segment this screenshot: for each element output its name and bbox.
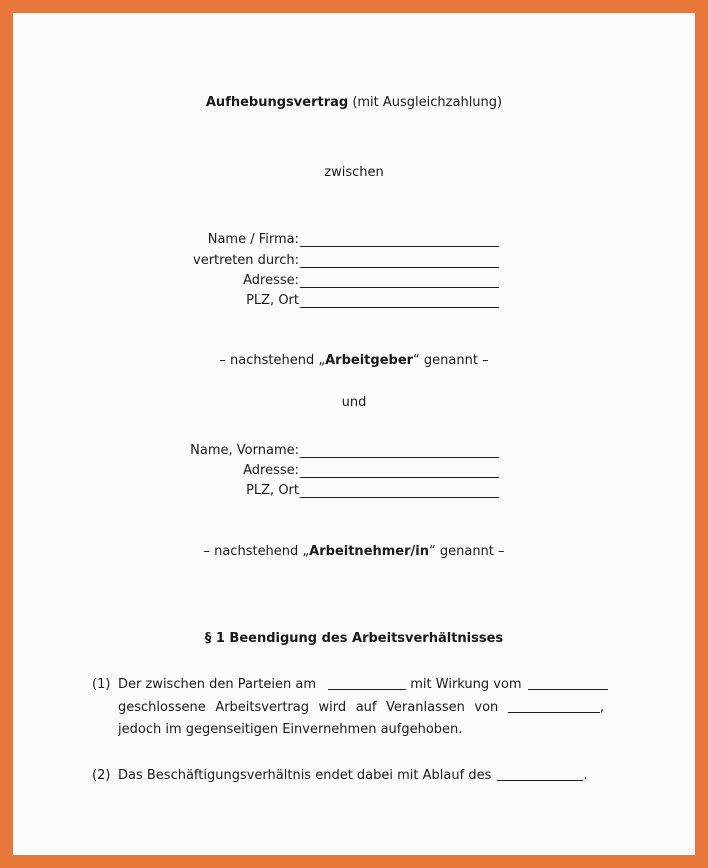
designation-pre: – nachstehend „ [203,544,310,559]
word: Veranlassen [386,700,465,715]
field-blank-line[interactable] [300,457,499,458]
paragraph-1-line-3: jedoch im gegenseitigen Einvernehmen aufgehoben. [118,722,463,737]
section-heading: § 1 Beendigung des Arbeitsverhältnisses [204,631,504,646]
field-label: Name / Firma: [207,232,299,247]
designation-bold: Arbeitgeber [325,353,414,368]
p2-text: Das Beschäftigungsverhältnis endet dabei mit Ablauf des [118,768,492,783]
p1-text-a: Der zwischen den Parteien am [118,677,316,692]
document-page [13,13,695,855]
field-label: Adresse: [243,463,299,478]
period: . [583,768,588,783]
employee-address-field[interactable] [13,463,695,481]
date-blank[interactable] [328,688,406,690]
word: wird [318,700,347,715]
field-blank-line[interactable] [300,246,499,247]
field-label: Adresse: [243,273,299,288]
field-blank-line[interactable] [300,477,499,478]
field-blank-line[interactable] [300,307,499,308]
employer-zip-city-field[interactable] [13,293,695,311]
paragraph-number: (1) [92,677,111,692]
document-title [13,95,695,110]
comma: , [599,700,604,715]
field-label: vertreten durch: [193,253,299,268]
employer-name-field[interactable] [13,232,695,250]
employee-designation [13,544,695,559]
title-bold: Aufhebungsvertrag [205,95,349,110]
paragraph-1-line-2 [118,700,604,715]
field-blank-line[interactable] [300,267,499,268]
title-rest: (mit Ausgleichzahlung) [348,95,503,110]
employer-address-field[interactable] [13,273,695,291]
word: auf [355,700,377,715]
designation-bold: Arbeitnehmer/in [309,544,429,559]
zwischen-text: zwischen [324,165,384,180]
date-blank[interactable] [528,688,608,690]
p1-text-b: mit Wirkung vom [410,677,522,692]
word: von [474,700,499,715]
paragraph-2 [118,768,588,783]
designation-post: “ genannt – [429,544,505,559]
employee-name-field[interactable] [13,443,695,461]
date-blank[interactable] [497,779,583,781]
word: geschlossene [118,700,206,715]
blank-with-comma [508,700,604,715]
und-text: und [341,395,367,410]
field-label: PLZ, Ort [246,483,299,498]
party-blank[interactable] [508,711,600,713]
field-label: PLZ, Ort [246,293,299,308]
paragraph-number: (2) [92,768,111,783]
paragraph-1-line-1 [118,677,608,692]
field-label: Name, Vorname: [190,443,299,458]
field-blank-line[interactable] [300,497,499,498]
word: Arbeitsvertrag [215,700,309,715]
field-blank-line[interactable] [300,287,499,288]
designation-pre: – nachstehend „ [219,353,326,368]
employee-zip-city-field[interactable] [13,483,695,501]
designation-post: “ genannt – [413,353,489,368]
employer-represented-field[interactable] [13,253,695,271]
employer-designation [13,353,695,368]
